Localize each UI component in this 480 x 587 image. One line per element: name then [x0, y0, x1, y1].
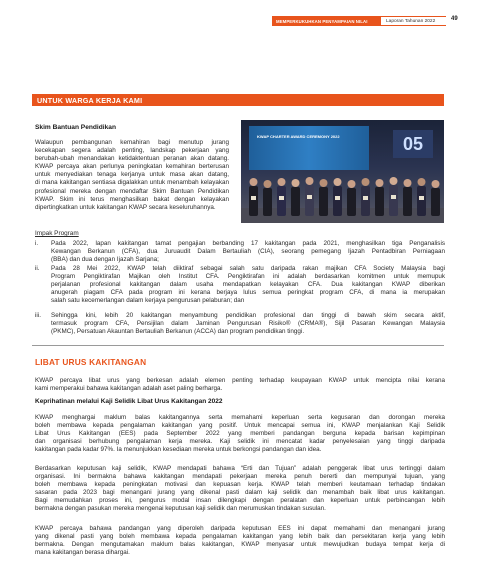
text-line: organisasi. Ini bermakna bahawa kakitangan mendapati pekerjaan mereka penuh bererti dan mempunyai tujuan, yang [35, 473, 445, 481]
text-line: kakitangan pada kadar 97%. Ia menunjukkan kesediaan mereka untuk berkongsi pandangan dan idea. [35, 446, 322, 454]
text-line: kami memperakui bahawa kakitangan adalah aset paling berharga. [35, 385, 223, 393]
header-section-label: MEMPERKUKUHKAN PENYAMPAIAN NILAI [272, 16, 381, 26]
section2-intro [35, 377, 445, 393]
text-line: Libat Urus Kakitangan (EES) pada September 2022 yang memberi pandangan berguna kepada barisan kepimpinan [35, 430, 445, 438]
text-line: (PKMC), Persatuan Akauntan Bertauliah Berkanun (ACCA) dan program pendidikan tinggi. [51, 328, 305, 336]
impact-number: i. [35, 240, 39, 247]
text-line: Program Pengiktirafan Majikan oleh Institut CFA. Pengiktirafan ini adalah berdasarkan komitmen untuk memupuk [51, 273, 445, 281]
text-line: untuk menyediakan tenaga kerjanya untuk masa akan datang, [35, 171, 229, 179]
text-line: Pada 2022, lapan kakitangan tamat pengajian berbanding 17 kakitangan pada 2021, menghasilkan tiga Penganalisis [51, 240, 445, 247]
text-line: boleh membawa kepada peningkatan motivasi dan kepuasan kerja. KWAP telah memberi keutamaan terhadap tindakan [35, 481, 445, 489]
text-line: Berdasarkan keputusan kaji selidik, KWAP mendapati bahawa “Erti dan Tujuan” adalah penggerak libat urus tertinggi dalam [35, 465, 445, 472]
body-paragraph [35, 414, 445, 454]
text-line: Kewangan Berkanun (CFA), dua Juruaudit Dalam Bertauliah (CIA), seorang pemegang Ijazah Pentadbiran Perniagaan [51, 248, 445, 256]
text-line: boleh membawa kepada pengalaman kakitangan yang positif. Untuk mencapai semua ini, KWAP menjalankan Kaji Selidik [35, 422, 445, 430]
header-bar [272, 16, 446, 26]
body-paragraph [35, 465, 445, 514]
text-line: KWAP. Skim ini terus menghasilkan bakat dengan kelayakan [35, 195, 229, 203]
section-title-bar: UNTUK WARGA KERJA KAMI [32, 94, 444, 106]
text-line: Walaupun pembangunan kemahiran bagi menutup jurang [35, 139, 229, 146]
stage-screen [249, 126, 369, 170]
impact-number: ii. [35, 265, 40, 272]
text-line: dipertingkatkan untuk kakitangan KWAP secara keseluruhannya. [35, 203, 216, 211]
text-line: mana kakitangan berasa dihargai. [35, 549, 130, 557]
impact-text [51, 240, 445, 264]
text-line: sasaran pada 2023 bagi menangani jurang yang dikenal pasti dalam kaji selidik dan menambah baik libat urus kakitangan. [35, 489, 445, 497]
text-line: di mana kakitangan sentiasa digalakkan untuk menambah kelayakan [35, 179, 229, 187]
award-ceremony-photo [241, 120, 444, 223]
text-line: KWAP percaya akan perlunya peningkatan kemahiran berterusan [35, 163, 229, 171]
text-line: profesional mereka dengan mendaftar Skim Bantuan Pendidikan [35, 187, 229, 195]
page-number: 49 [451, 16, 458, 22]
impact-text [51, 265, 445, 305]
text-line: termasuk program CFA, Pensijilan dalam Jaminan Pengurusan Risiko® (CRMA®), Sijil Pasaran Kewangan Malaysia [51, 320, 445, 328]
impact-text [51, 312, 445, 336]
subsection-title: Skim Bantuan Pendidikan [35, 124, 116, 131]
text-line: KWAP percaya bahawa pandangan yang diperoleh daripada keputusan EES ini dapat memahami dan menangani jurang [35, 525, 445, 532]
section-divider [32, 345, 444, 346]
people-group-graphic [241, 172, 444, 223]
text-line: salah satu kecemerlangan dalam kerjaya pengurusan pelaburan; dan [51, 297, 245, 305]
page-header [0, 15, 480, 27]
section2-subtitle: Keprihatinan melalui Kaji Selidik Libat Urus Kakitangan 2022 [35, 398, 223, 405]
stage-badge: 05 [393, 130, 433, 158]
body-paragraph [35, 525, 445, 557]
text-line: dan organisasi berhubung pengalaman kerja mereka. Kaji selidik ini mencatat kadar penyelesaian yang tinggi daripada [35, 438, 445, 446]
text-line: yang dikenal pasti yang boleh membawa kepada pengalaman kakitangan yang lebih baik dan persekitaran kerja yang lebih [35, 533, 445, 541]
section2-title: LIBAT URUS KAKITANGAN [35, 357, 147, 367]
text-line: berubah-ubah menandakan ketidaktentuan peranan akan datang. [35, 155, 229, 163]
text-line: kecekapan segera adalah penting, landskap pekerjaan yang [35, 147, 229, 155]
text-line: Pada 28 Mei 2022, KWAP telah diiktiraf sebagai salah satu daripada rakan majikan CFA Society Malaysia bagi [51, 265, 445, 272]
text-line: (BBA) dan dua dengan Ijazah Sarjana; [51, 256, 159, 264]
text-line: Sehingga kini, lebih 20 kakitangan menyambung pendidikan profesional dan tinggi di bawah skim secara aktif, [51, 312, 445, 319]
text-line: KWAP percaya libat urus yang berkesan adalah elemen penting terhadap keupayaan KWAP untuk mencipta nilai kerana [35, 377, 445, 384]
text-line: bermakna dengan pasukan mereka mengenai keputusan kaji selidik dan merumuskan tindakan susulan. [35, 505, 326, 513]
text-line: anugerah piagam CFA pada program ini kerana berjaya lulus semua peringkat program CFA, di mana ia merupakan [51, 289, 445, 297]
header-report-label: Laporan Tahunan 2022 [381, 16, 446, 26]
intro-paragraph [35, 139, 229, 212]
stage-screen-text: KWAP CHARTER AWARD CEREMONY 2022 [257, 134, 340, 139]
text-line: perjalanan profesional kakitangan dalam usaha mendapatkan kelayakan CFA. Dua kakitangan KWAP diberikan [51, 281, 445, 289]
text-line: KWAP menghargai maklum balas kakitangannya serta memahami keperluan serta kegusaran dan dorongan mereka [35, 414, 445, 421]
impact-label: Impak Program [35, 230, 79, 237]
text-line: bermakna. Dengan mengutamakan maklum balas kakitangan, KWAP menyasar untuk mewujudkan budaya tempat kerja di [35, 541, 445, 549]
impact-number: iii. [35, 312, 41, 319]
text-line: Bagi memudahkan proses ini, pengurus modal insan dilengkapi dengan peralatan dan keperluan untuk perbincangan lebih [35, 497, 445, 505]
